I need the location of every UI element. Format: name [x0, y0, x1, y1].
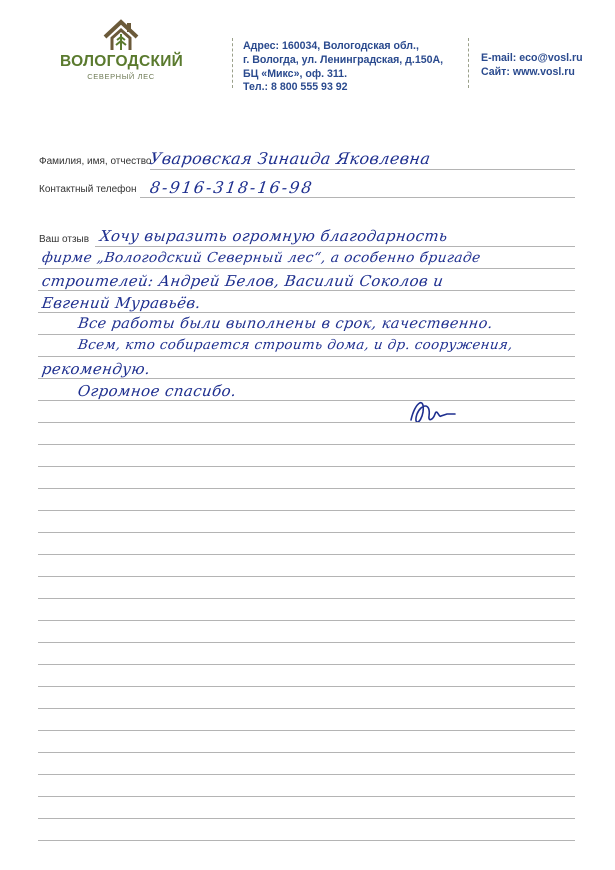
- review-line: Хочу выразить огромную благодарность: [98, 227, 449, 245]
- contact-block: [481, 52, 583, 80]
- rule-line: [38, 422, 575, 423]
- rule-line: [38, 840, 575, 841]
- rule-line: [38, 664, 575, 665]
- rule-line: [38, 400, 575, 401]
- rule-line: [38, 488, 575, 489]
- review-line: Все работы были выполнены в срок, качественно.: [76, 316, 494, 332]
- rule-line: [38, 818, 575, 819]
- rule-line: [38, 312, 575, 313]
- rule-line: [38, 466, 575, 467]
- rule-line: [38, 752, 575, 753]
- signature: [405, 392, 465, 432]
- house-roof-icon: [102, 18, 140, 52]
- phone-field-label: Контактный телефон: [39, 184, 137, 195]
- rule-line: [38, 708, 575, 709]
- rule-line: [38, 642, 575, 643]
- header-divider: [468, 38, 469, 88]
- rule-line: [38, 554, 575, 555]
- rule-line: [38, 444, 575, 445]
- review-line: строителей: Андрей Белов, Василий Соколов и: [40, 272, 445, 290]
- rule-line: [140, 197, 575, 198]
- phone-value: 8-916-318-16-98: [148, 178, 315, 197]
- name-value: Уваровская Зинаида Яковлевна: [148, 149, 432, 168]
- name-field-label: Фамилия, имя, отчество: [39, 156, 152, 167]
- phone-line: Тел.: 8 800 555 93 92: [243, 81, 348, 94]
- review-field-label: Ваш отзыв: [39, 234, 90, 245]
- rule-line: [38, 510, 575, 511]
- rule-line: [38, 268, 575, 269]
- rule-line: [38, 576, 575, 577]
- rule-line: [38, 378, 575, 379]
- review-line: Всем, кто собирается строить дома, и др. сооружения,: [76, 338, 514, 353]
- review-line: Евгений Муравьёв.: [40, 294, 203, 312]
- address-line: БЦ «Микс», оф. 311.: [243, 67, 348, 80]
- address-line: Адрес: 160034, Вологодская обл.,: [243, 40, 419, 52]
- rule-line: [38, 532, 575, 533]
- header-divider: [232, 38, 233, 88]
- company-logo: [60, 18, 182, 96]
- rule-line: [38, 620, 575, 621]
- review-line: рекомендую.: [40, 360, 152, 378]
- rule-line: [38, 598, 575, 599]
- review-line: Огромное спасибо.: [76, 382, 238, 400]
- rule-line: [95, 246, 575, 247]
- brand-subtitle: СЕВЕРНЫЙ ЛЕС: [87, 72, 155, 81]
- rule-line: [150, 169, 575, 170]
- rule-line: [38, 686, 575, 687]
- brand-name: ВОЛОГОДСКИЙ: [60, 53, 184, 70]
- email-line: E-mail: eco@vosl.ru: [481, 52, 583, 64]
- rule-line: [38, 334, 575, 335]
- rule-line: [38, 796, 575, 797]
- rule-line: [38, 290, 575, 291]
- website-line: Сайт: www.vosl.ru: [481, 65, 575, 78]
- address-block: [243, 40, 458, 95]
- review-line: фирме „Вологодский Северный лес“, а особенно бригаде: [40, 250, 482, 266]
- rule-line: [38, 730, 575, 731]
- address-line: г. Вологда, ул. Ленинградская, д.150А,: [243, 53, 444, 66]
- rule-line: [38, 356, 575, 357]
- rule-line: [38, 774, 575, 775]
